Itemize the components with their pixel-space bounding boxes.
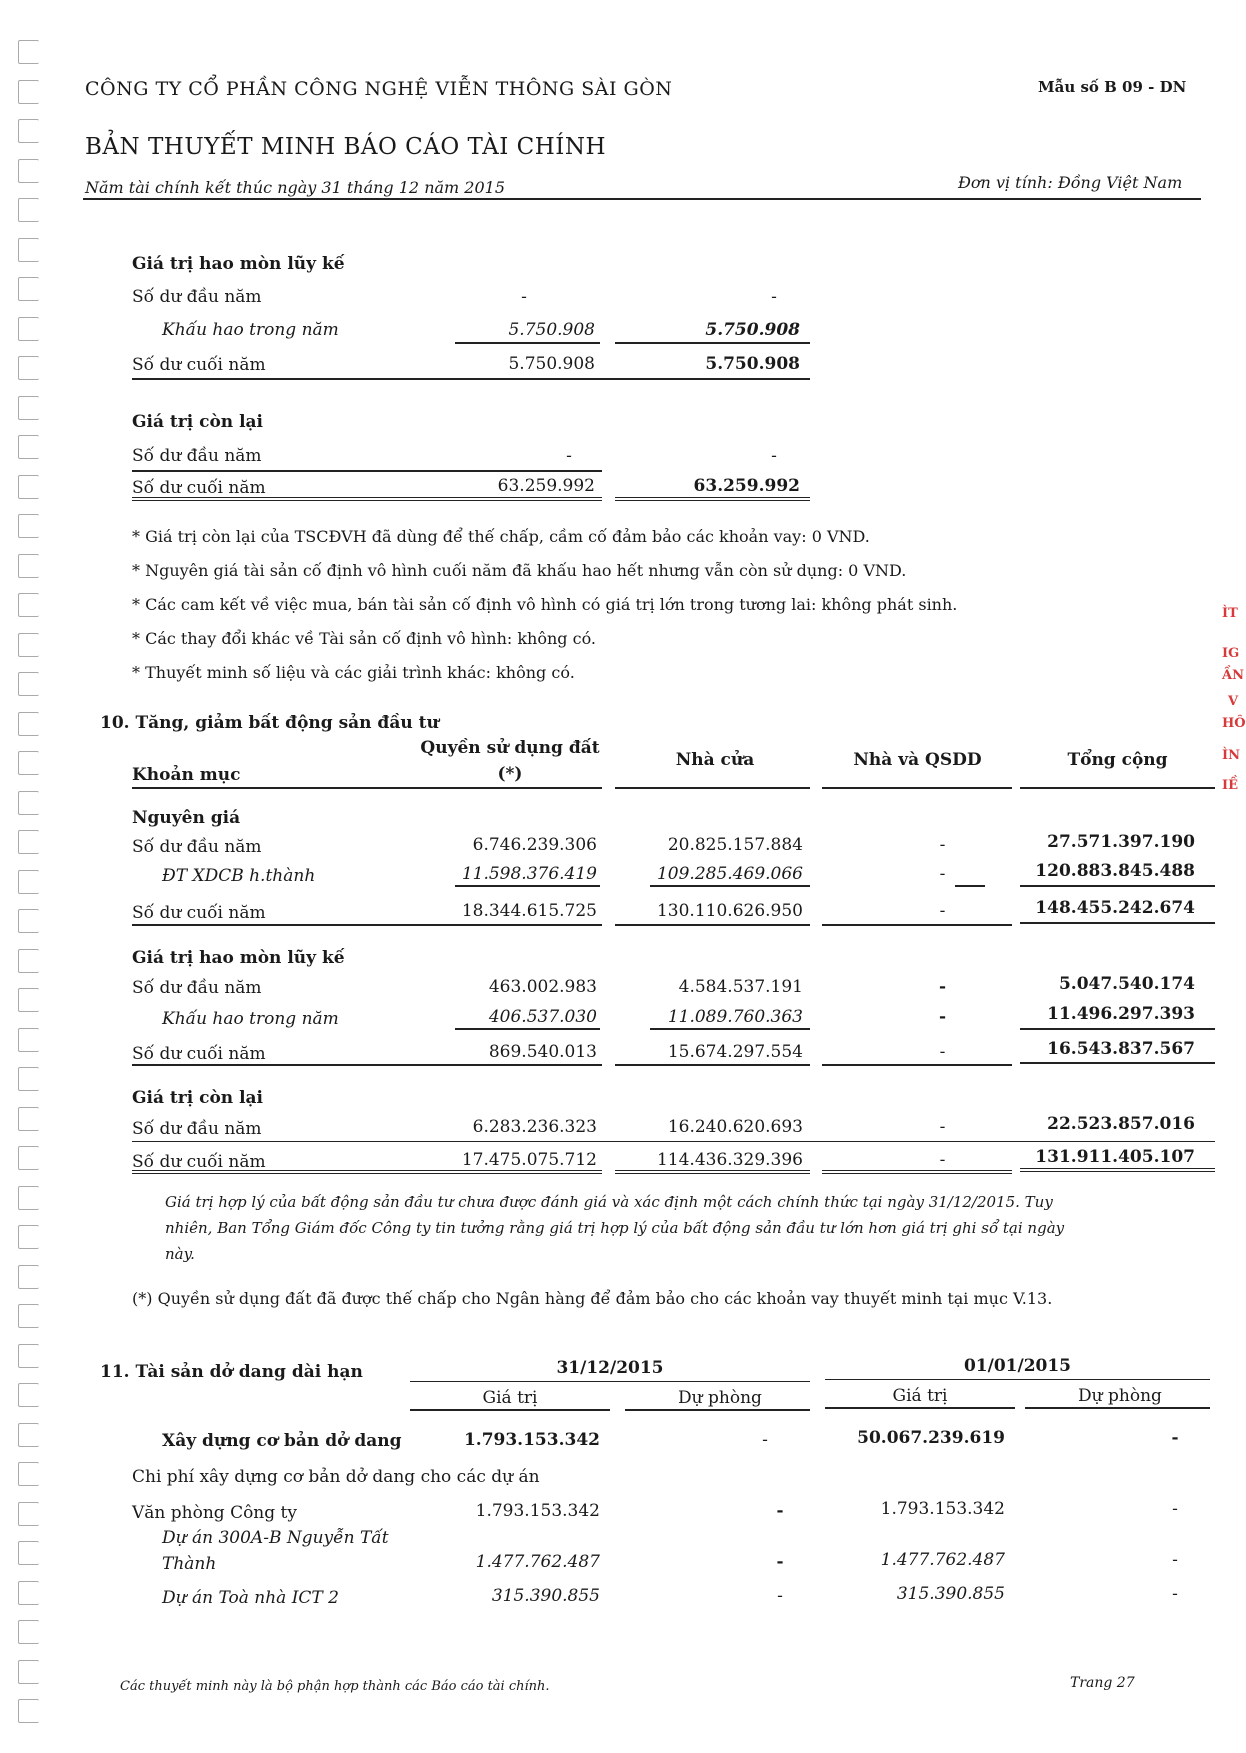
binder-hole [18,791,39,815]
row-label: Dự án Toà nhà ICT 2 [162,1588,339,1608]
cell-value: 63.259.992 [693,476,800,496]
cell-value: 63.259.992 [497,476,595,496]
underline [625,1409,810,1411]
underline [650,885,810,887]
binder-hole [18,1344,39,1368]
binder-hole [18,514,39,538]
cell-total: 5.047.540.174 [1058,974,1195,994]
group-heading: Giá trị còn lại [132,1088,263,1108]
cell-total: 148.455.242.674 [1035,898,1195,918]
fair-value-note: nhiên, Ban Tổng Giám đốc Công ty tin tưởng rằng giá trị hợp lý của bất động sản đầu tư lớn hơn giá trị ghi sổ tại ngày [165,1219,1065,1237]
cell-land: 18.344.615.725 [461,901,597,921]
underline [615,924,810,926]
row-label: Số dư cuối năm [132,478,266,498]
underline [455,885,600,887]
cell-total: 27.571.397.190 [1047,832,1195,852]
double-underline [615,497,810,501]
row-label: Số dư đầu năm [132,978,262,998]
cell-both: - [939,901,946,921]
binder-hole [18,317,39,341]
column-header-value: Giá trị [892,1386,948,1406]
row-label: Số dư cuối năm [132,1044,266,1064]
row-label: Văn phòng Công ty [132,1503,297,1523]
binder-hole [18,238,39,262]
cell-land: 6.746.239.306 [472,835,597,855]
cell-both: - [939,835,946,855]
binder-hole [18,1423,39,1447]
cell-value: 1.793.153.342 [880,1499,1005,1519]
underline [822,924,1012,926]
cell-house: 20.825.157.884 [667,835,803,855]
cell-value: 50.067.239.619 [857,1428,1005,1448]
underline [955,885,985,887]
section-heading: Giá trị còn lại [132,412,263,432]
fiscal-period: Năm tài chính kết thúc ngày 31 tháng 12 năm 2015 [85,178,506,197]
cell-total: 16.543.837.567 [1047,1039,1195,1059]
stamp-fragment: V [1228,694,1239,709]
binder-hole [18,1699,39,1723]
group-heading: Giá trị hao mòn lũy kế [132,948,345,968]
underline [455,342,600,344]
cell-value: 5.750.908 [508,320,595,340]
cell-value: 315.390.855 [491,1586,600,1606]
section-heading: Giá trị hao mòn lũy kế [132,254,345,274]
binder-hole [18,870,39,894]
cell-value: 315.390.855 [896,1584,1005,1604]
cell-house: 130.110.626.950 [656,901,803,921]
cell-provision: - [762,1430,768,1450]
stamp-fragment: ÌN [1222,748,1240,763]
column-header-provision: Dự phòng [1078,1386,1162,1406]
cell-both: - [939,1150,946,1170]
underline [650,1028,810,1030]
cell-land: 11.598.376.419 [461,864,597,884]
cell-land: 6.283.236.323 [472,1117,597,1137]
underline [1020,1028,1215,1030]
column-header-land: Quyền sử dụng đất [420,738,600,758]
row-label: ĐT XDCB h.thành [162,866,316,886]
cell-house: 4.584.537.191 [678,977,803,997]
binder-hole [18,988,39,1012]
row-label: Dự án 300A-B Nguyễn Tất [162,1528,389,1548]
cell-both: - [939,864,946,884]
binder-hole [18,1225,39,1249]
binder-hole [18,712,39,736]
binder-hole [18,1462,39,1486]
row-label: Khấu hao trong năm [162,1009,339,1029]
stamp-fragment: ÌT [1222,606,1238,621]
cell-value: - [566,446,572,466]
binder-hole [18,198,39,222]
section-11-title: 11. Tài sản dở dang dài hạn [100,1362,363,1382]
cell-house: 15.674.297.554 [667,1042,803,1062]
binder-hole [18,1620,39,1644]
underline [825,1379,1210,1380]
column-header-total: Tổng cộng [1067,750,1168,770]
fair-value-note: này. [165,1245,195,1263]
binder-hole [18,751,39,775]
cell-total: 120.883.845.488 [1035,861,1195,881]
cell-value: 1.793.153.342 [475,1501,600,1521]
company-name: CÔNG TY CỔ PHẦN CÔNG NGHỆ VIỄN THÔNG SÀI GÒN [85,78,673,100]
underline [1020,1062,1215,1064]
cell-value: 5.750.908 [705,320,800,340]
double-underline [132,497,602,501]
cell-provision: - [1172,1499,1178,1519]
binder-hole [18,1067,39,1091]
footer-note: Các thuyết minh này là bộ phận hợp thành các Báo cáo tài chính. [120,1679,550,1694]
underline [132,1064,602,1066]
underline [132,1141,1215,1142]
binder-hole [18,356,39,380]
column-header-land-note: (*) [497,764,523,784]
binder-hole [18,1383,39,1407]
cell-value: 1.477.762.487 [880,1550,1005,1570]
cell-both: - [938,977,947,997]
row-label: Số dư đầu năm [132,446,262,466]
underline [825,1407,1015,1409]
section-10-title: 10. Tăng, giảm bất động sản đầu tư [100,713,439,733]
cell-provision: - [777,1586,783,1606]
cell-value: - [521,287,527,307]
row-label: Số dư đầu năm [132,287,262,307]
row-label: Xây dựng cơ bản dở dang [162,1431,402,1451]
group-heading: Nguyên giá [132,808,241,828]
underline [615,1064,810,1066]
header-underline [132,787,602,789]
row-label: Chi phí xây dựng cơ bản dở dang cho các dự án [132,1467,540,1487]
binder-hole [18,593,39,617]
cell-provision: - [776,1552,784,1572]
stamp-fragment: HÔ [1222,716,1246,731]
column-header-provision: Dự phòng [678,1388,762,1408]
note-item: * Thuyết minh số liệu và các giải trình khác: không có. [132,663,575,682]
form-number: Mẫu số B 09 - DN [1038,78,1187,96]
cell-house: 109.285.469.066 [656,864,803,884]
binder-hole [18,1265,39,1289]
header-underline [822,787,1012,789]
cell-provision: - [776,1501,784,1521]
underline [1025,1407,1210,1409]
column-header-house: Nhà cửa [675,750,755,770]
header-underline [1020,787,1215,789]
binder-hole [18,1660,39,1684]
cell-land: 463.002.983 [488,977,597,997]
binder-hole [18,80,39,104]
underline [615,342,810,344]
row-label: Số dư cuối năm [132,903,266,923]
page-title: BẢN THUYẾT MINH BÁO CÁO TÀI CHÍNH [85,134,607,160]
underline [1020,922,1215,924]
cell-value: 5.750.908 [508,354,595,374]
pledge-note: (*) Quyền sử dụng đất đã được thế chấp cho Ngân hàng để đảm bảo cho các khoản vay thuyết minh tại mục V.13. [132,1289,1053,1308]
cell-value: - [771,446,777,466]
row-label: Số dư đầu năm [132,837,262,857]
binder-hole [18,119,39,143]
binder-hole [18,40,39,64]
cell-house: 11.089.760.363 [667,1007,803,1027]
cell-value: - [771,287,777,307]
row-label-cont: Thành [162,1554,217,1574]
binder-hole [18,1502,39,1526]
note-item: * Các thay đổi khác về Tài sản cố định vô hình: không có. [132,629,597,648]
note-item: * Giá trị còn lại của TSCĐVH đã dùng để thế chấp, cầm cố đảm bảo các khoản vay: 0 VND. [132,527,870,546]
stamp-fragment: ẦN [1222,668,1244,683]
cell-value: 5.750.908 [705,354,800,374]
cell-house: 114.436.329.396 [656,1150,803,1170]
binder-hole [18,1107,39,1131]
underline [1020,885,1215,887]
column-header-item: Khoản mục [132,765,241,785]
row-label: Số dư cuối năm [132,355,266,375]
cell-total: 22.523.857.016 [1047,1114,1195,1134]
double-underline [1020,1168,1215,1172]
underline [822,1064,1012,1066]
row-label: Khấu hao trong năm [162,320,339,340]
cell-both: - [939,1042,946,1062]
column-header-value: Giá trị [482,1388,538,1408]
underline [410,1381,810,1382]
cell-land: 869.540.013 [488,1042,597,1062]
binder-hole [18,159,39,183]
cell-land: 406.537.030 [488,1007,597,1027]
cell-house: 16.240.620.693 [667,1117,803,1137]
cell-value: 1.793.153.342 [463,1430,600,1450]
cell-provision: - [1172,1584,1178,1604]
underline [410,1409,610,1411]
binder-hole [18,277,39,301]
column-header-date: 31/12/2015 [556,1358,664,1378]
header-underline [615,787,810,789]
binder-hole [18,1146,39,1170]
cell-provision: - [1171,1428,1179,1448]
binder-hole [18,1304,39,1328]
page-number: Trang 27 [1070,1675,1135,1691]
underline [455,1028,600,1030]
row-label: Số dư cuối năm [132,1152,266,1172]
note-item: * Các cam kết về việc mua, bán tài sản cố định vô hình có giá trị lớn trong tương lai: không phát sinh. [132,595,958,614]
cell-land: 17.475.075.712 [461,1150,597,1170]
binder-hole [18,1541,39,1565]
binder-hole [18,1028,39,1052]
binder-hole [18,475,39,499]
binder-hole [18,1581,39,1605]
row-label: Số dư đầu năm [132,1119,262,1139]
cell-total: 131.911.405.107 [1035,1147,1195,1167]
column-header-date: 01/01/2015 [963,1356,1072,1376]
note-item: * Nguyên giá tài sản cố định vô hình cuối năm đã khấu hao hết nhưng vẫn còn sử dụng: 0 VND. [132,561,907,580]
cell-provision: - [1172,1550,1178,1570]
binder-hole [18,633,39,657]
underline [132,924,602,926]
double-underline [132,1170,602,1174]
stamp-fragment: IỀ [1222,778,1238,793]
binder-hole [18,949,39,973]
column-header-both: Nhà và QSDD [853,750,982,770]
binder-hole [18,909,39,933]
binder-hole [18,554,39,578]
binder-hole [18,1186,39,1210]
binder-hole [18,672,39,696]
double-underline [615,1170,810,1174]
cell-both: - [938,1007,947,1027]
double-underline [822,1170,1012,1174]
cell-total: 11.496.297.393 [1047,1004,1195,1024]
stamp-fragment: IG [1222,646,1240,661]
fair-value-note: Giá trị hợp lý của bất động sản đầu tư chưa được đánh giá và xác định một cách chính thức tại ngày 31/12/2015. Tuy [165,1193,1053,1211]
cell-value: 1.477.762.487 [475,1552,600,1572]
underline [132,378,810,380]
cell-both: - [939,1117,946,1137]
header-rule [83,198,1201,200]
binder-hole [18,830,39,854]
currency-unit: Đơn vị tính: Đồng Việt Nam [958,173,1183,192]
underline [132,470,602,472]
binder-hole [18,435,39,459]
binder-hole [18,396,39,420]
